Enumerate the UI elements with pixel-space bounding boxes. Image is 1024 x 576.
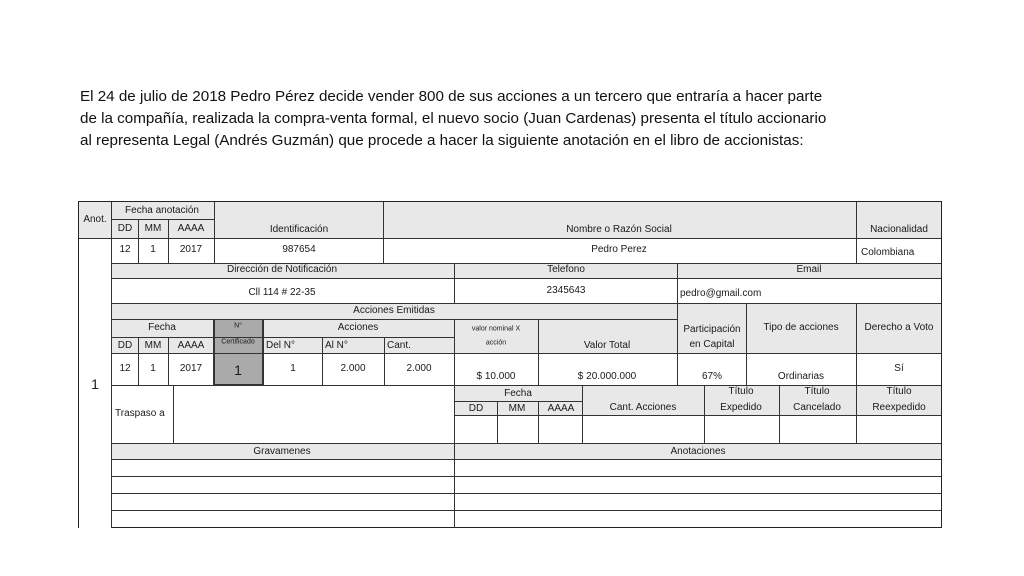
header-gravamenes: Gravamenes xyxy=(253,446,311,457)
header-nombre: Nombre o Razón Social xyxy=(566,224,672,235)
record-direccion: Cll 114 # 22-35 xyxy=(248,287,316,298)
header-telefono: Telefono xyxy=(547,264,585,275)
header-cancelado: Cancelado xyxy=(793,402,841,413)
record-telefono: 2345643 xyxy=(546,285,586,296)
record-acc-mm: 1 xyxy=(150,363,156,374)
record-acc-dd: 12 xyxy=(119,363,131,374)
header-expedido: Expedido xyxy=(720,402,762,413)
header-anot: Anot. xyxy=(83,214,107,225)
header-nacionalidad: Nacionalidad xyxy=(870,224,928,235)
header-email: Email xyxy=(796,264,822,275)
header-traspaso-mm: MM xyxy=(508,403,526,414)
header-aaaa: AAAA xyxy=(177,223,205,234)
record-valor-total: $ 20.000.000 xyxy=(577,371,637,382)
label-traspaso: Traspaso a xyxy=(115,408,165,419)
record-mm: 1 xyxy=(150,244,156,255)
gravamenes-header-band xyxy=(111,443,941,459)
header-direccion: Dirección de Notificación xyxy=(226,264,338,275)
record-del: 1 xyxy=(290,363,296,374)
header-valor-nominal-1: valor nominal X xyxy=(471,325,521,333)
header-titulo-expedido: Título xyxy=(728,386,754,397)
record-tipo: Ordinarias xyxy=(777,371,825,382)
record-cant: 2.000 xyxy=(406,363,432,374)
record-anot: 1 xyxy=(91,376,99,392)
header-titulo-reexpedido: Título xyxy=(886,386,912,397)
header-cant: Cant. xyxy=(387,340,411,351)
record-nombre: Pedro Perez xyxy=(591,244,647,255)
header-fecha-anotacion: Fecha anotación xyxy=(125,205,199,216)
header-traspaso-dd: DD xyxy=(468,403,484,414)
intro-line-3: al representa Legal (Andrés Guzmán) que procede a hacer la siguiente anotación en el libro de accionistas: xyxy=(80,132,804,149)
header-participacion-2: en Capital xyxy=(689,339,735,350)
header-del: Del N° xyxy=(266,340,296,351)
intro-line-2: de la compañía, realizada la compra-venta formal, el nuevo socio (Juan Cardenas) presenta el título accionario xyxy=(80,110,827,127)
record-email: pedro@gmail.com xyxy=(680,288,762,299)
header-dd: DD xyxy=(117,223,133,234)
header-acc-aaaa: AAAA xyxy=(177,340,205,351)
shareholder-register-table xyxy=(78,201,942,528)
header-titulo-cancelado: Título xyxy=(804,386,830,397)
header-traspaso-fecha: Fecha xyxy=(504,388,532,399)
record-identificacion: 987654 xyxy=(282,244,316,255)
record-acc-aaaa: 2017 xyxy=(179,363,203,374)
header-tipo-acciones: Tipo de acciones xyxy=(763,322,839,333)
header-valor-nominal-2: acción xyxy=(485,339,507,347)
header-acc-fecha: Fecha xyxy=(148,322,176,333)
intro-line-1: El 24 de julio de 2018 Pedro Pérez decide vender 800 de sus acciones a un tercero que entraría a hacer parte xyxy=(80,88,823,105)
header-reexpedido: Reexpedido xyxy=(872,402,926,413)
header-participacion-1: Participación xyxy=(683,324,741,335)
record-voto: Sí xyxy=(894,363,904,374)
header-acc-dd: DD xyxy=(117,340,133,351)
header-acciones-emitidas: Acciones Emitidas xyxy=(353,305,435,316)
record-dd: 12 xyxy=(119,244,131,255)
header-cant-acciones: Cant. Acciones xyxy=(609,402,677,413)
header-band xyxy=(79,202,941,238)
header-n-certificado-2: Certificado xyxy=(221,338,255,346)
record-aaaa: 2017 xyxy=(179,244,203,255)
header-anotaciones: Anotaciones xyxy=(670,446,726,457)
record-valor-nominal: $ 10.000 xyxy=(476,371,516,382)
header-n-certificado-1: N° xyxy=(234,322,242,330)
header-traspaso-aaaa: AAAA xyxy=(547,403,575,414)
record-nacionalidad: Colombiana xyxy=(861,247,915,258)
header-acc-mm: MM xyxy=(144,340,162,351)
header-derecho-voto: Derecho a Voto xyxy=(864,322,934,333)
header-valor-total: Valor Total xyxy=(583,340,631,351)
record-certificado: 1 xyxy=(234,362,242,378)
intro-paragraph xyxy=(80,86,960,152)
record-participacion: 67% xyxy=(701,371,723,382)
record-al: 2.000 xyxy=(340,363,366,374)
header-al: Al N° xyxy=(325,340,348,351)
header-identificacion: Identificación xyxy=(269,224,329,235)
header-mm: MM xyxy=(144,223,162,234)
header-acciones: Acciones xyxy=(337,322,379,333)
